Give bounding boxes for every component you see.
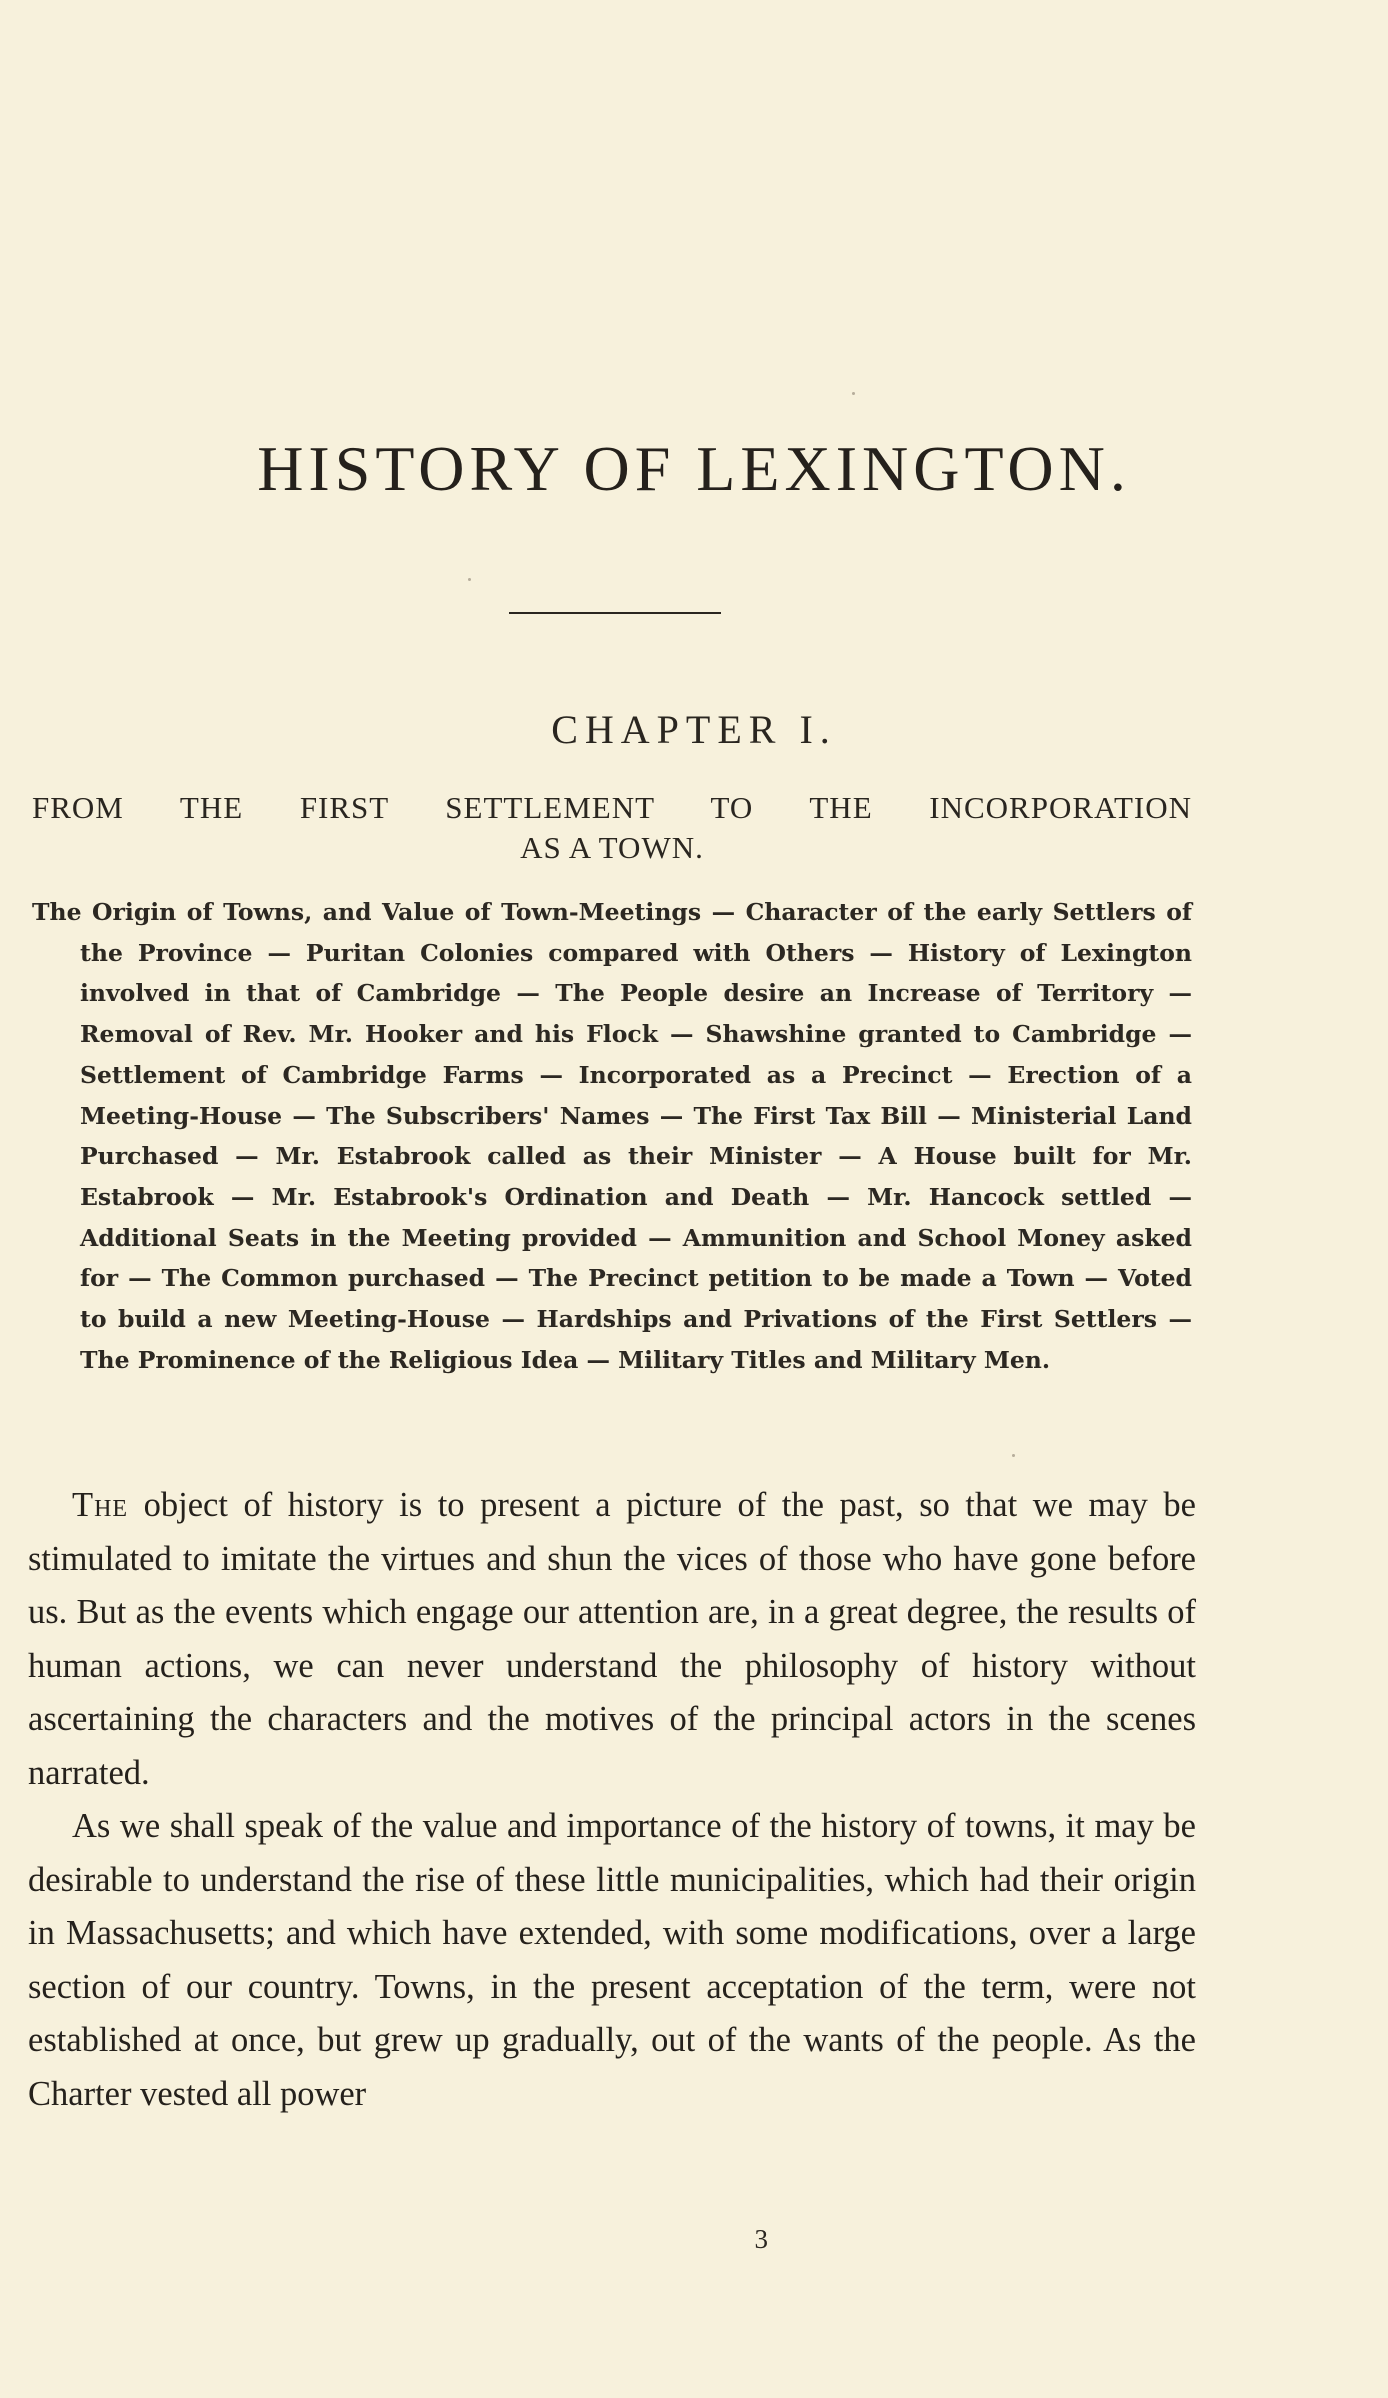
paragraph-1-text: object of history is to present a picture of the past, so that we may be stimulated to imitate the virtues and shun the vices of those who have gone before us. But as the events which engage our attention are, in a great degree, the results of human actions, we can never understand the philosophy of history without ascertaining the characters and the motives of the principal actors in the scenes narrated.: [28, 1486, 1196, 1792]
body-text: [28, 1479, 1196, 2121]
page-number: 3: [754, 2224, 768, 2254]
chapter-title-line-1: FROM THE FIRST SETTLEMENT TO THE INCORPORATION: [32, 790, 1192, 825]
paper-speck: [468, 578, 471, 581]
paragraph-1: [28, 1479, 1196, 1800]
chapter-number: CHAPTER I.: [551, 707, 837, 752]
book-title: HISTORY OF LEXINGTON.: [257, 433, 1131, 504]
paper-speck: [852, 392, 855, 395]
paragraph-2: As we shall speak of the value and importance of the history of towns, it may be desirable to understand the rise of these little municipalities, which had their origin in Massachusetts; and which have extended, with some modifications, over a large section of our country. Towns, in the present acceptation of the term, were not established at once, but grew up gradually, out of the wants of the people. As the Charter vested all power: [28, 1807, 1196, 2113]
paragraph-1-lead: The: [72, 1486, 129, 1524]
chapter-title-line-2: AS A TOWN.: [520, 830, 704, 865]
chapter-title: [32, 788, 1192, 868]
chapter-summary: The Origin of Towns, and Value of Town-Meetings — Character of the early Settlers of the Province — Puritan Colonies compared with Others — History of Lexington involved in that of Cambridge — The People desire an Increase of Territory — Removal of Rev. Mr. Hooker and his Flock — Shawshine granted to Cambridge — Settlement of Cambridge Farms — Incorporated as a Precinct — Erection of a Meeting-House — The Subscribers' Names — The First Tax Bill — Ministerial Land Purchased — Mr. Estabrook called as their Minister — A House built for Mr. Estabrook — Mr. Estabrook's Ordination and Death — Mr. Hancock settled — Additional Seats in the Meeting provided — Ammunition and School Money asked for — The Common purchased — The Precinct petition to be made a Town — Voted to build a new Meeting-House — Hardships and Privations of the First Settlers — The Prominence of the Religious Idea — Military Titles and Military Men.: [32, 898, 1192, 1374]
title-divider: [509, 612, 721, 614]
paper-speck: [1012, 1454, 1015, 1457]
